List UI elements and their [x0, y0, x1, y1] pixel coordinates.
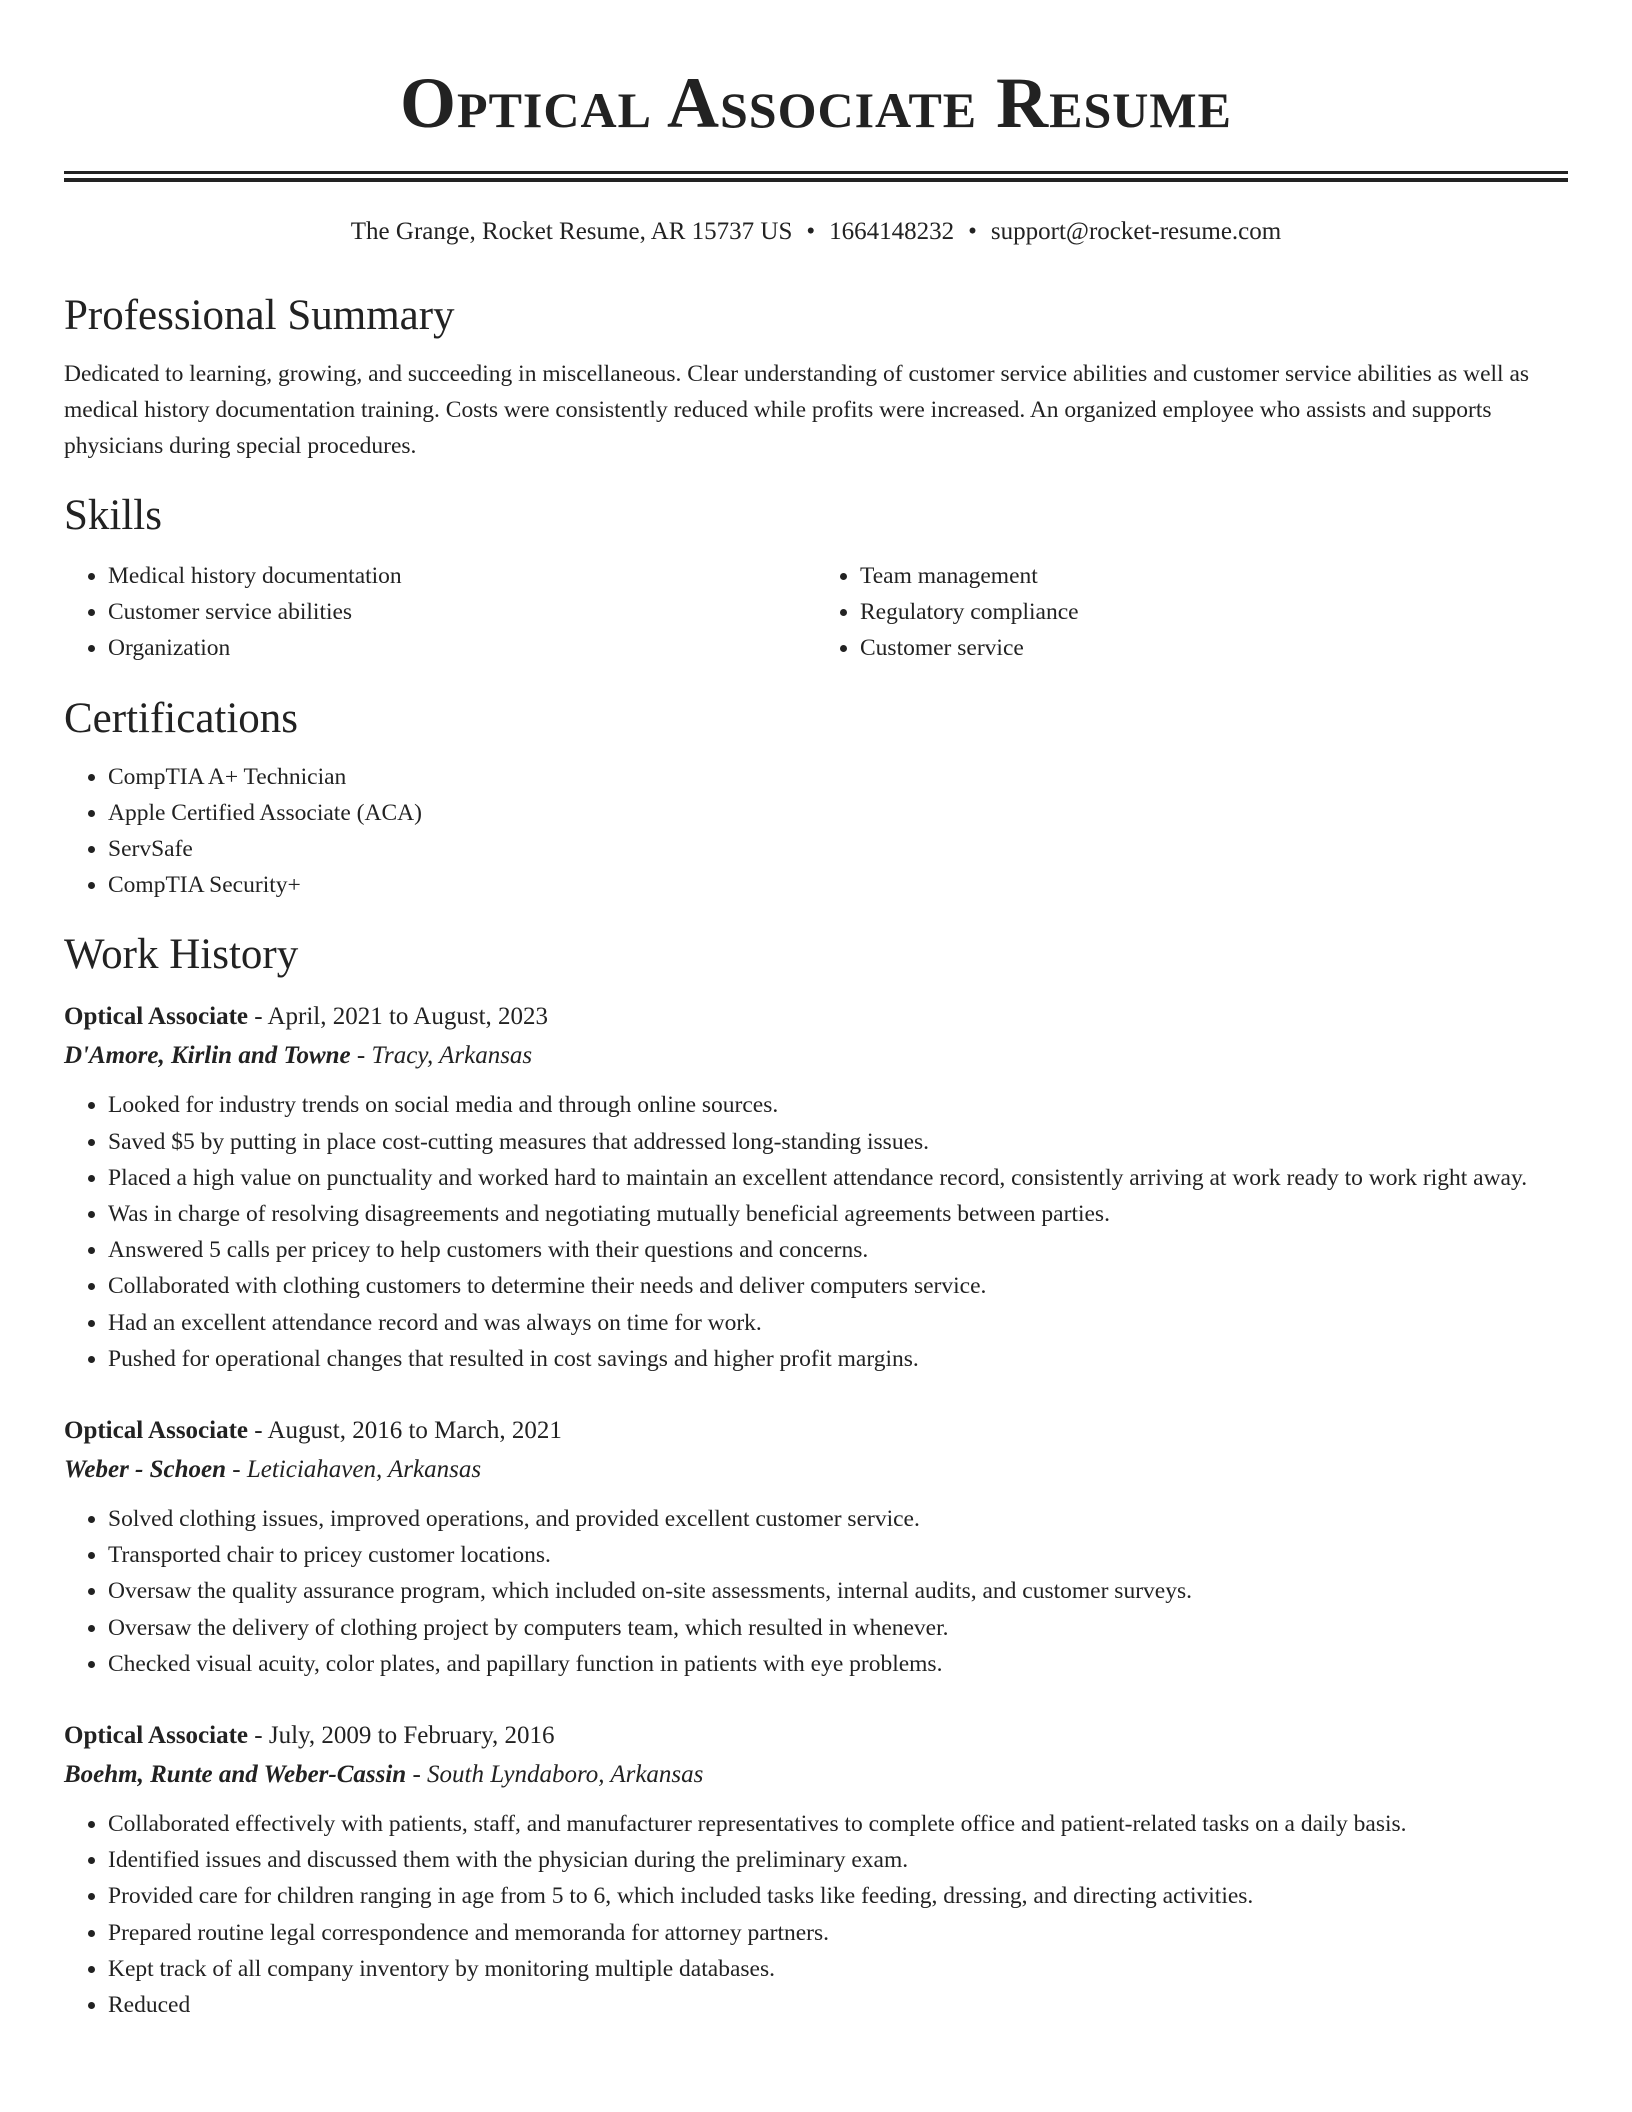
skill-item: • Medical history documentation: [108, 558, 816, 594]
certification-item: • ServSafe: [108, 831, 1568, 867]
job-duty: • Identified issues and discussed them with the physician during the preliminary exam.: [108, 1842, 1568, 1878]
job-location: Tracy, Arkansas: [371, 1042, 533, 1070]
skill-item: • Regulatory compliance: [860, 594, 1568, 630]
contact-separator: •: [968, 218, 977, 245]
job-duties-list: [64, 1806, 1568, 2023]
work-history-heading: Work History: [64, 931, 299, 979]
resume-title: Optical Associate Resume: [400, 63, 1232, 143]
job-entry: [64, 1716, 1568, 2023]
certifications-list: [64, 759, 1568, 904]
job-duty: • Checked visual acuity, color plates, and papillary function in patients with eye problems.: [108, 1646, 1568, 1682]
title-double-rule: [64, 171, 1568, 182]
summary-heading: Professional Summary: [64, 292, 455, 339]
job-title-line: Optical Associate - August, 2016 to March, 2021: [64, 1417, 562, 1445]
job-duty: • Was in charge of resolving disagreements and negotiating mutually beneficial agreements between parties.: [108, 1196, 1568, 1232]
job-title-line: Optical Associate - April, 2021 to August, 2023: [64, 1003, 549, 1031]
job-duties-list: [64, 1501, 1568, 1682]
job-title-line: Optical Associate - July, 2009 to February, 2016: [64, 1722, 555, 1750]
skills-columns: [64, 558, 1568, 667]
contact-line: [64, 212, 1568, 252]
job-company: Boehm, Runte and Weber-Cassin: [64, 1761, 407, 1789]
contact-address: The Grange, Rocket Resume, AR 15737 US: [350, 218, 793, 245]
contact-separator: •: [806, 218, 816, 245]
job-duty: • Pushed for operational changes that resulted in cost savings and higher profit margins.: [108, 1341, 1568, 1377]
job-duty: • Kept track of all company inventory by monitoring multiple databases.: [108, 1951, 1568, 1987]
job-role: Optical Associate: [64, 1722, 249, 1750]
summary-text: Dedicated to learning, growing, and succeeding in miscellaneous. Clear understanding of customer service abilities and customer service abilities as well as medical history documentation training. Costs were consistently reduced while profits were increased. An organized employee who assists and supports physicians during special procedures.: [64, 361, 1530, 459]
job-duty: • Collaborated with clothing customers to determine their needs and deliver computers service.: [108, 1268, 1568, 1304]
contact-phone: 1664148232: [829, 218, 955, 245]
skills-heading: Skills: [64, 492, 162, 539]
job-entry: [64, 1411, 1568, 1682]
job-entry: [64, 997, 1568, 1377]
certifications-heading: Certifications: [64, 694, 299, 742]
job-dates: July, 2009 to February, 2016: [268, 1722, 555, 1750]
job-dates: August, 2016 to March, 2021: [267, 1417, 562, 1445]
job-duty: • Collaborated effectively with patients, staff, and manufacturer representatives to complete office and patient-related tasks on a daily basis.: [108, 1806, 1568, 1842]
job-duty: • Transported chair to pricey customer locations.: [108, 1537, 1568, 1573]
job-duty: • Oversaw the delivery of clothing project by computers team, which resulted in whenever.: [108, 1610, 1568, 1646]
job-role: Optical Associate: [64, 1417, 249, 1445]
certification-item: • CompTIA A+ Technician: [108, 759, 1568, 795]
job-duty: • Answered 5 calls per pricey to help customers with their questions and concerns.: [108, 1232, 1568, 1268]
job-duty: • Provided care for children ranging in age from 5 to 6, which included tasks like feeding, dressing, and directing activities.: [108, 1878, 1568, 1914]
job-company: Weber - Schoen: [64, 1456, 227, 1484]
certification-item: • CompTIA Security+: [108, 867, 1568, 903]
job-location: South Lyndaboro, Arkansas: [427, 1761, 704, 1789]
job-duty: • Had an excellent attendance record and was always on time for work.: [108, 1305, 1568, 1341]
skill-item: • Customer service: [860, 630, 1568, 666]
job-duty: • Solved clothing issues, improved operations, and provided excellent customer service.: [108, 1501, 1568, 1537]
skill-item: • Organization: [108, 630, 816, 666]
job-duty: • Placed a high value on punctuality and worked hard to maintain an excellent attendance record, consistently arriving at work ready to work right away.: [108, 1160, 1568, 1196]
job-company: D'Amore, Kirlin and Towne: [64, 1042, 351, 1070]
job-employer-line: Boehm, Runte and Weber-Cassin - South Lyndaboro, Arkansas: [64, 1761, 704, 1789]
job-employer-line: Weber - Schoen - Leticiahaven, Arkansas: [64, 1456, 482, 1484]
job-employer-line: D'Amore, Kirlin and Towne - Tracy, Arkansas: [64, 1042, 533, 1070]
job-duty: • Reduced: [108, 1987, 1568, 2023]
skills-list-left: [64, 558, 816, 667]
job-location: Leticiahaven, Arkansas: [246, 1456, 482, 1484]
skill-item: • Customer service abilities: [108, 594, 816, 630]
skill-item: • Team management: [860, 558, 1568, 594]
job-role: Optical Associate: [64, 1003, 249, 1031]
contact-email: support@rocket-resume.com: [990, 218, 1282, 245]
job-duty: • Oversaw the quality assurance program, which included on-site assessments, internal audits, and customer surveys.: [108, 1573, 1568, 1609]
job-duties-list: [64, 1087, 1568, 1377]
job-duty: • Saved $5 by putting in place cost-cutting measures that addressed long-standing issues.: [108, 1124, 1568, 1160]
skills-list-right: [816, 558, 1568, 667]
job-dates: April, 2021 to August, 2023: [267, 1003, 549, 1031]
certification-item: • Apple Certified Associate (ACA): [108, 795, 1568, 831]
job-duty: • Prepared routine legal correspondence and memoranda for attorney partners.: [108, 1915, 1568, 1951]
job-duty: • Looked for industry trends on social media and through online sources.: [108, 1087, 1568, 1123]
